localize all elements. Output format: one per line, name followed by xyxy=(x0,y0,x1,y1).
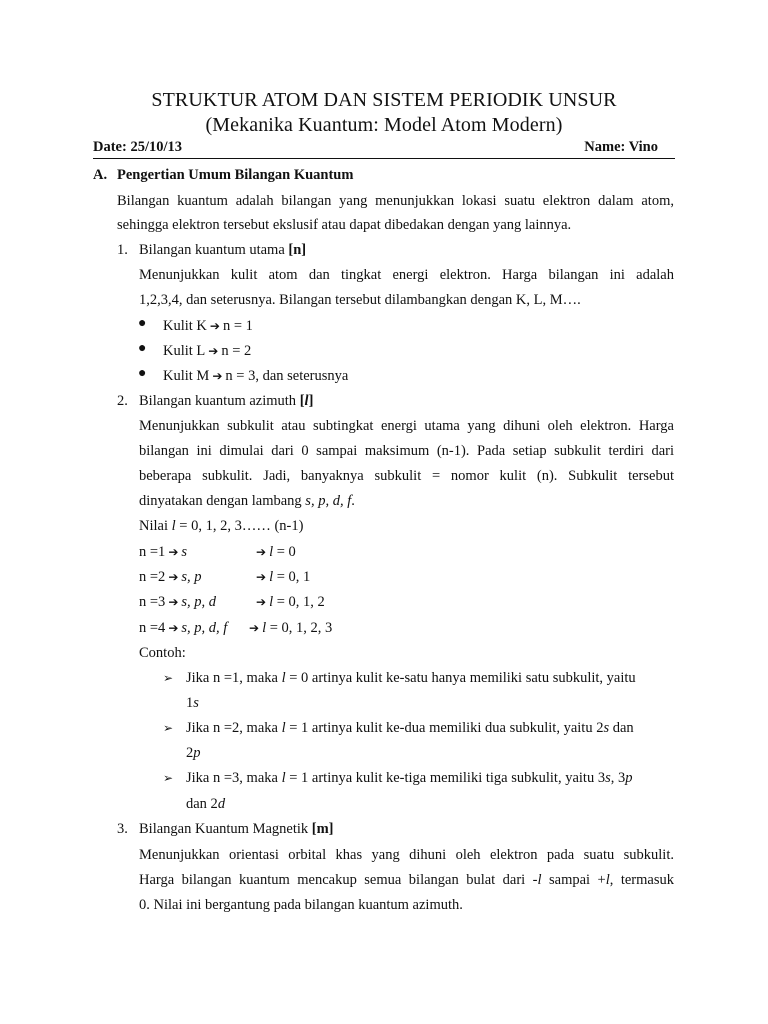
triangle-pointer-icon: ➢ xyxy=(163,671,174,685)
l-value-row: ➔ l = 0, 1, 2 xyxy=(256,594,325,610)
item-2-body-1: Menunjukkan subkulit atau subtingkat energi utama yang dihuni oleh elektron. Harga xyxy=(139,418,674,434)
arrow-right-icon: ➔ xyxy=(256,570,267,584)
arrow-right-icon: ➔ xyxy=(209,319,220,333)
arrow-right-icon: ➔ xyxy=(168,621,179,635)
item-3-title: Bilangan Kuantum Magnetik xyxy=(139,821,309,837)
l-value-row: ➔ l = 0, 1 xyxy=(256,569,311,585)
meta-row xyxy=(93,139,675,159)
item-1-body-2: 1,2,3,4, dan seterusnya. Bilangan tersebut dilambangkan dengan K, L, M…. xyxy=(139,292,581,308)
subshell-row: n =4 ➔ s, p, d, f xyxy=(139,620,228,636)
bullet-item-1: Kulit K ➔ n = 1 xyxy=(163,318,253,334)
author-name: Name: Vino xyxy=(584,139,658,155)
subshell-row: n =2 ➔ s, p xyxy=(139,569,202,585)
example-3: Jika n =3, maka l = 1 artinya kulit ke-tiga memiliki tiga subkulit, yaitu 3s, 3p xyxy=(186,770,633,786)
item-3-body-2: Harga bilangan kuantum mencakup semua bilangan bulat dari -l sampai +l, termasuk xyxy=(139,872,674,888)
l-value-row: ➔ l = 0 xyxy=(256,544,296,560)
arrow-right-icon: ➔ xyxy=(256,545,267,559)
item-3-body-1: Menunjukkan orientasi orbital khas yang dihuni oleh elektron pada suatu subkulit. xyxy=(139,847,674,863)
l-value-row: ➔ l = 0, 1, 2, 3 xyxy=(249,620,333,636)
bullet-dot-icon: ● xyxy=(138,366,147,381)
item-2-body-3: beberapa subkulit. Jadi, banyaknya subkulit = nomor kulit (n). Subkulit tersebut xyxy=(139,468,674,484)
intro-line-2: sehingga elektron tersebut ekslusif atau dapat dibedakan dengan yang lainnya. xyxy=(117,217,572,233)
item-3-heading xyxy=(139,820,334,838)
date-label: Date: 25/10/13 xyxy=(93,139,182,155)
item-2-number: 2. xyxy=(117,393,128,409)
arrow-right-icon: ➔ xyxy=(168,570,179,584)
item-1-body-1: Menunjukkan kulit atom dan tingkat energi elektron. Harga bilangan ini adalah xyxy=(139,267,674,283)
item-2-nilai: Nilai l = 0, 1, 2, 3…… (n-1) xyxy=(139,518,304,534)
example-1-cont: 1s xyxy=(186,695,199,711)
document-subtitle: (Mekanika Kuantum: Model Atom Modern) xyxy=(205,114,563,136)
section-a-heading: Pengertian Umum Bilangan Kuantum xyxy=(117,167,354,183)
arrow-right-icon: ➔ xyxy=(249,621,260,635)
item-2-body-4: dinyatakan dengan lambang s, p, d, f. xyxy=(139,493,355,509)
arrow-right-icon: ➔ xyxy=(208,344,219,358)
subshell-row: n =1 ➔ s xyxy=(139,544,188,560)
example-2: Jika n =2, maka l = 1 artinya kulit ke-dua memiliki dua subkulit, yaitu 2s dan xyxy=(186,720,634,736)
item-2-title: Bilangan kuantum azimuth xyxy=(139,393,297,409)
item-1-heading xyxy=(139,241,306,259)
example-1: Jika n =1, maka l = 0 artinya kulit ke-satu hanya memiliki satu subkulit, yaitu xyxy=(186,670,636,686)
arrow-right-icon: ➔ xyxy=(168,595,179,609)
bullet-dot-icon: ● xyxy=(138,341,147,356)
triangle-pointer-icon: ➢ xyxy=(163,771,174,785)
arrow-right-icon: ➔ xyxy=(168,545,179,559)
item-1-tag: [n] xyxy=(288,242,307,258)
item-2-body-2: bilangan ini dimulai dari 0 sampai maksimum (n-1). Pada setiap subkulit terdiri dari xyxy=(139,443,674,459)
example-3-cont: dan 2d xyxy=(186,796,226,812)
contoh-label: Contoh: xyxy=(139,645,186,661)
bullet-item-2: Kulit L ➔ n = 2 xyxy=(163,343,252,359)
arrow-right-icon: ➔ xyxy=(212,369,223,383)
triangle-pointer-icon: ➢ xyxy=(163,721,174,735)
bullet-item-3: Kulit M ➔ n = 3, dan seterusnya xyxy=(163,368,349,384)
section-a-label: A. xyxy=(93,167,108,183)
document-title: STRUKTUR ATOM DAN SISTEM PERIODIK UNSUR xyxy=(151,89,617,111)
item-3-number: 3. xyxy=(117,821,128,837)
item-1-title: Bilangan kuantum utama xyxy=(139,242,285,258)
item-3-tag: [m] xyxy=(311,821,334,837)
subshell-row: n =3 ➔ s, p, d xyxy=(139,594,217,610)
bullet-dot-icon: ● xyxy=(138,316,147,331)
example-2-cont: 2p xyxy=(186,745,201,761)
arrow-right-icon: ➔ xyxy=(256,595,267,609)
item-3-body-3: 0. Nilai ini bergantung pada bilangan kuantum azimuth. xyxy=(139,897,463,913)
intro-line-1: Bilangan kuantum adalah bilangan yang menunjukkan lokasi suatu elektron dalam atom, xyxy=(117,193,674,209)
item-1-number: 1. xyxy=(117,242,128,258)
item-2-heading: Bilangan kuantum azimuth [l] xyxy=(139,393,314,409)
